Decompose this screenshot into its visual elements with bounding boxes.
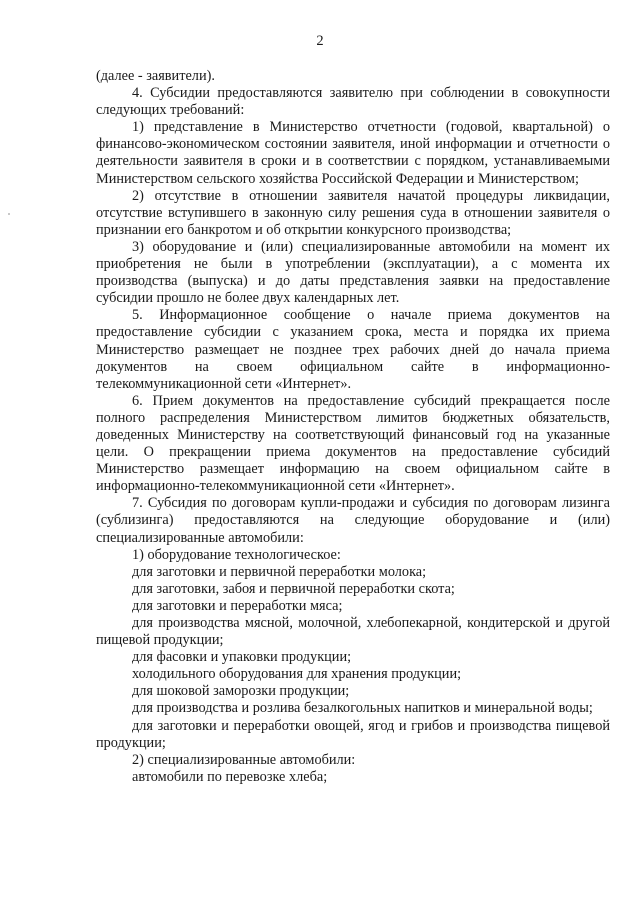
scan-artifact <box>8 213 10 215</box>
paragraph: 2) специализированные автомобили: <box>132 751 356 768</box>
paragraph: для шоковой заморозки продукции; <box>132 683 350 700</box>
paragraph: для фасовки и упаковки продукции; <box>132 649 352 666</box>
paragraph: для заготовки и первичной переработки молока; <box>132 563 427 580</box>
page-number: 2 <box>316 33 324 49</box>
paragraph: (далее - заявители). <box>96 68 215 84</box>
paragraph: для производства мясной, молочной, хлебопекарной, кондитерской и другой пищевой продукции; <box>96 615 610 649</box>
paragraph: для заготовки и переработки мяса; <box>132 597 343 614</box>
paragraph: 1) оборудование технологическое: <box>132 546 341 563</box>
paragraph: 3) оборудование и (или) специализированные автомобили на момент их приобретения не были в употреблении (эксплуатации), а с момента их производства (выпуска) и до даты представления заявки на предоставление субсидии прошло не более двух календарных лет. <box>96 238 610 307</box>
paragraph: 6. Прием документов на предоставление субсидий прекращается после полного распределения Министерством лимитов бюджетных обязательств, доведенных Министерству на соответствующий финансовый год на указанные цели. О прекращении приема документов на предоставление субсидий Министерство размещает информацию на своем официальном сайте в информационно-телекоммуникационной сети «Интернет». <box>96 392 610 495</box>
paragraph: холодильного оборудования для хранения продукции; <box>132 666 462 683</box>
document-body <box>96 68 610 786</box>
paragraph: 5. Информационное сообщение о начале приема документов на предоставление субсидии с указанием срока, места и порядка их приема Министерство размещает не позднее трех рабочих дней до начала приема документов на своем официальном сайте в информационно-телекоммуникационной сети «Интернет». <box>96 307 610 392</box>
paragraph: для производства и розлива безалкогольных напитков и минеральной воды; <box>132 700 593 717</box>
paragraph: 4. Субсидии предоставляются заявителю при соблюдении в совокупности следующих требований: <box>96 85 610 119</box>
paragraph: 2) отсутствие в отношении заявителя начатой процедуры ликвидации, отсутствие вступившего в законную силу решения суда в отношении заявителя о признании его банкротом и об открытии конкурсного производства; <box>96 187 610 238</box>
paragraph: для заготовки и переработки овощей, ягод и грибов и производства пищевой продукции; <box>96 717 610 751</box>
paragraph: для заготовки, забоя и первичной переработки скота; <box>132 580 455 597</box>
paragraph: автомобили по перевозке хлеба; <box>132 768 328 785</box>
paragraph: 7. Субсидия по договорам купли-продажи и субсидия по договорам лизинга (сублизинга) предоставляются на следующие оборудование и (или) специализированные автомобили: <box>96 495 610 546</box>
paragraph: 1) представление в Министерство отчетности (годовой, квартальной) о финансово-экономическом состоянии заявителя, иной информации и отчетности о деятельности заявителя в сроки и в соответствии с порядком, устанавливаемыми Министерством сельского хозяйства Российской Федерации и Министерством; <box>96 119 610 187</box>
